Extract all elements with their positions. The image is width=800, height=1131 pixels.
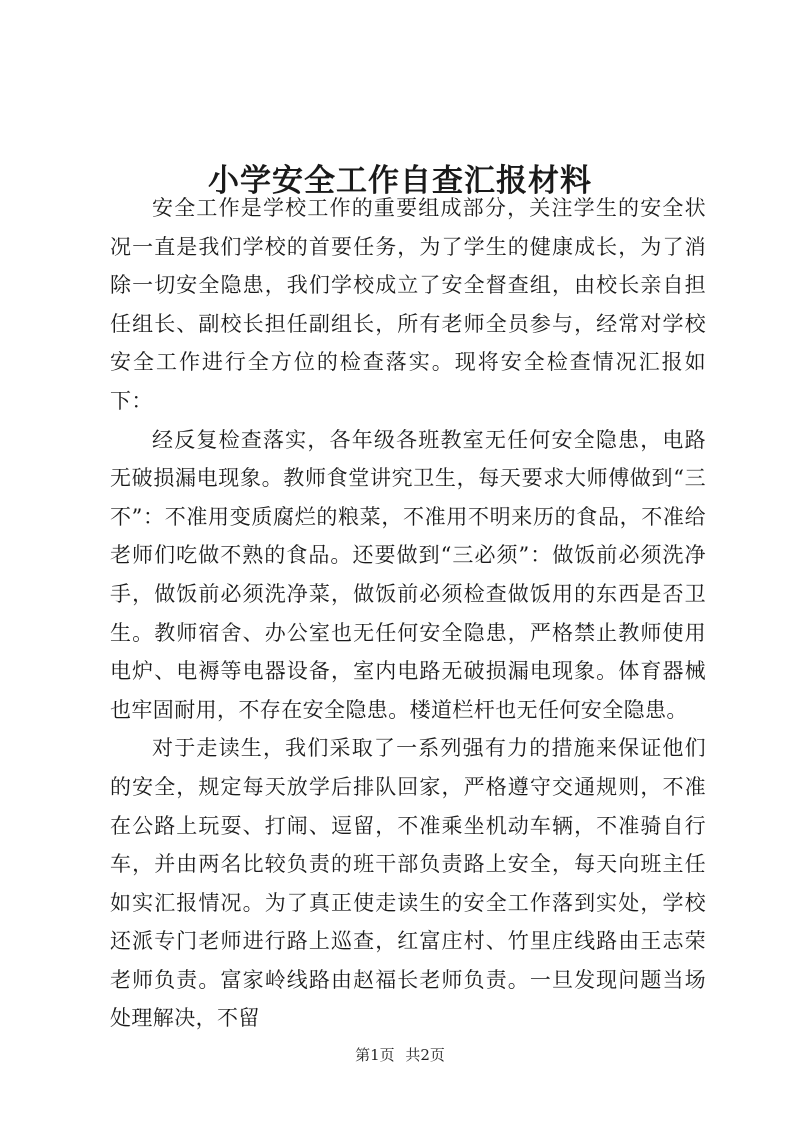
document-body [110,189,706,1038]
paragraph-commuting-students: 对于走读生，我们采取了一系列强有力的措施来保证他们的安全，规定每天放学后排队回家，严格遵守交通规则，不准在公路上玩耍、打闹、逗留，不准乘坐机动车辆，不准骑自行车，并由两名比较负责的班干部负责路上安全，每天向班主任如实汇报情况。为了真正使走读生的安全工作落到实处，学校还派专门老师进行路上巡查，红富庄村、竹里庄线路由王志荣老师负责。富家岭线路由赵福长老师负责。一旦发现问题当场处理解决，不留 [110,736,706,1031]
document-title: 小学安全工作自查汇报材料 [208,162,592,199]
paragraph-intro: 安全工作是学校工作的重要组成部分，关注学生的安全状况一直是我们学校的首要任务，为了学生的健康成长，为了消除一切安全隐患，我们学校成立了安全督查组，由校长亲自担任组长、副校长担任副组长，所有老师全员参与，经常对学校安全工作进行全方位的检查落实。现将安全检查情况汇报如下： [110,196,706,413]
paragraph-inspection: 经反复检查落实，各年级各班教室无任何安全隐患，电路无破损漏电现象。教师食堂讲究卫生，每天要求大师傅做到“三不”：不准用变质腐烂的粮菜，不准用不明来历的食品，不准给老师们吃做不熟的食品。还要做到“三必须”：做饭前必须洗净手，做饭前必须洗净菜，做饭前必须检查做饭用的东西是否卫生。教师宿舍、办公室也无任何安全隐患，严格禁止教师使用电炉、电褥等电器设备，室内电路无破损漏电现象。体育器械也牢固耐用，不存在安全隐患。楼道栏杆也无任何安全隐患。 [110,427,706,722]
page-footer [0,1045,800,1065]
page-total: 共2页 [405,1046,445,1064]
page-number: 第1页 [355,1046,395,1064]
